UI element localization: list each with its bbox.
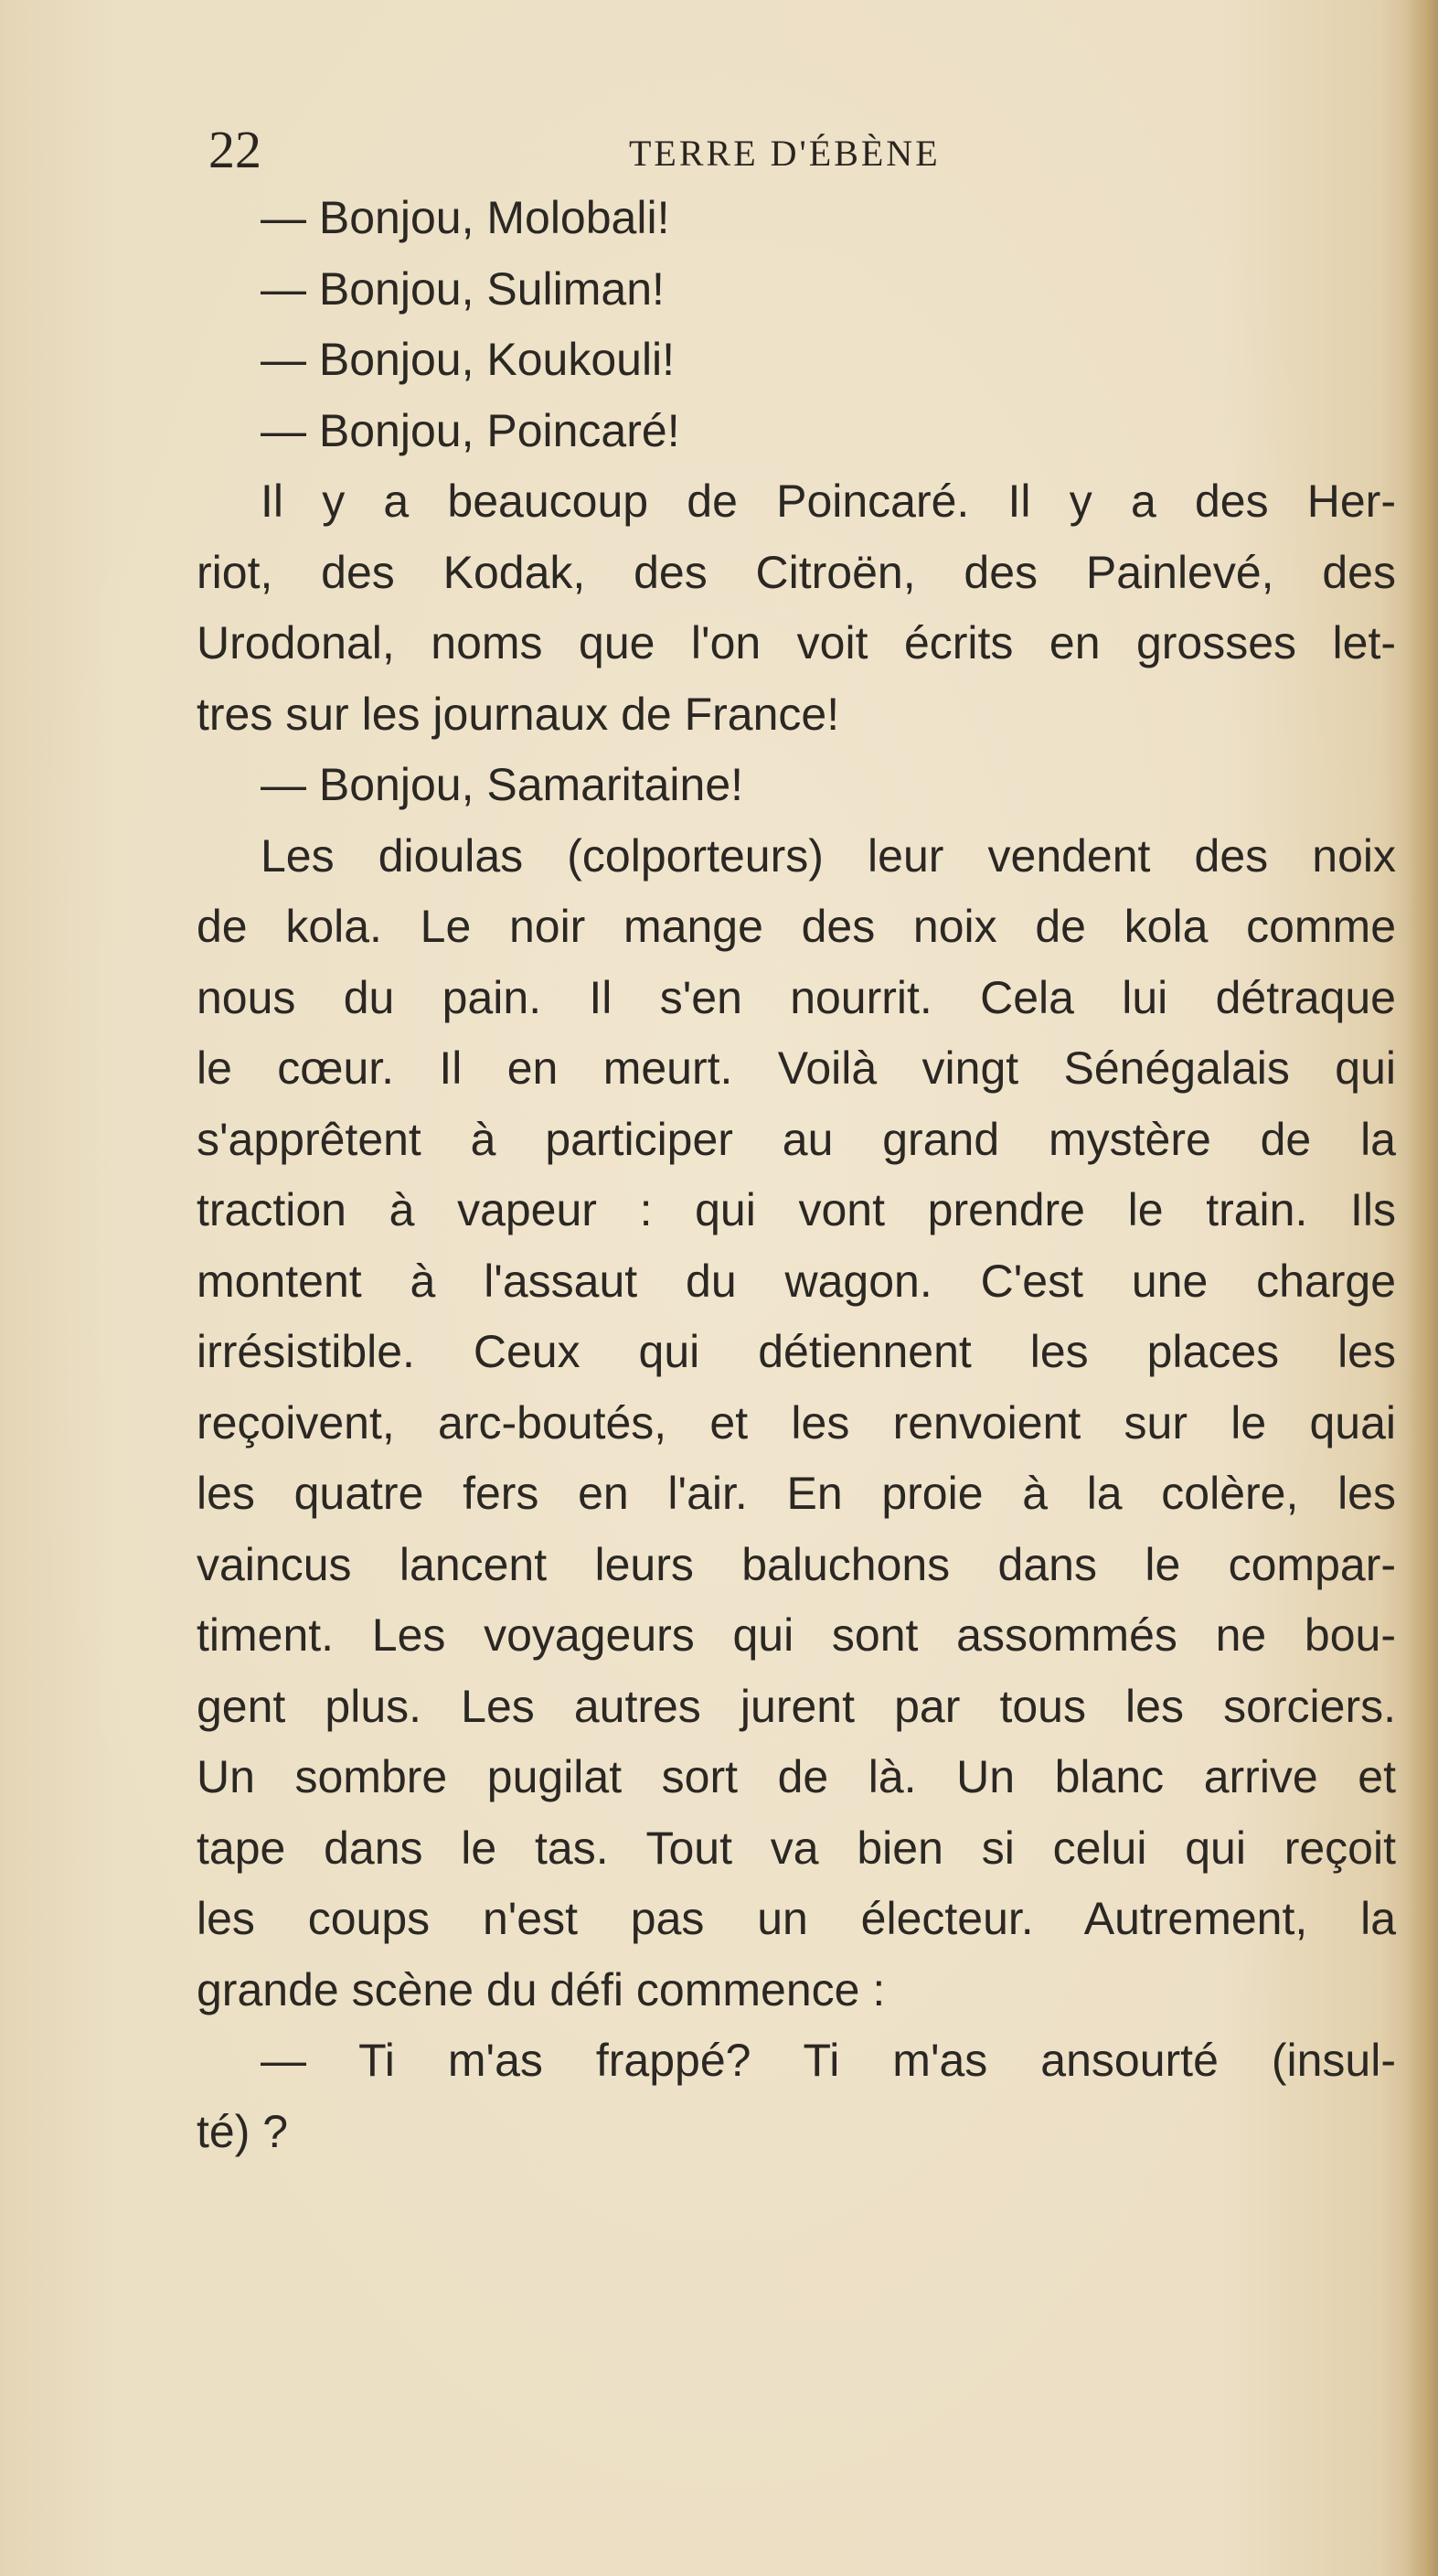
text-line: — Bonjou, Molobali!: [261, 192, 670, 243]
text-line: — Bonjou, Poincaré!: [261, 404, 680, 456]
text-line: tres sur les journaux de France!: [197, 688, 840, 740]
text-line: vaincus lancent leurs baluchons dans le compar-: [197, 1538, 1396, 1590]
text-line: — Bonjou, Koukouli!: [261, 334, 676, 385]
text-line: tape dans le tas. Tout va bien si celui qui reçoit: [197, 1822, 1396, 1874]
text-line: le cœur. Il en meurt. Voilà vingt Sénégalais qui: [197, 1042, 1396, 1094]
text-line: Les dioulas (colporteurs) leur vendent des noix: [261, 829, 1396, 882]
text-line: de kola. Le noir mange des noix de kola comme: [197, 901, 1396, 952]
text-line: traction à vapeur : qui vont prendre le train. Ils: [197, 1184, 1396, 1235]
text-line: les quatre fers en l'air. En proie à la colère, les: [197, 1468, 1396, 1519]
text-line: timent. Les voyageurs qui sont assommés ne bou-: [197, 1609, 1396, 1661]
text-line: Un sombre pugilat sort de là. Un blanc arrive et: [197, 1751, 1396, 1802]
text-line: — Bonjou, Samaritaine!: [261, 759, 744, 810]
text-line: montent à l'assaut du wagon. C'est une charge: [197, 1255, 1396, 1307]
page-header: [199, 117, 1388, 183]
text-line: les coups n'est pas un électeur. Autrement, la: [197, 1893, 1396, 1944]
text-line: riot, des Kodak, des Citroën, des Painlevé, des: [197, 546, 1396, 598]
text-line: irrésistible. Ceux qui détiennent les places les: [197, 1326, 1396, 1377]
text-line: — Bonjou, Suliman!: [261, 262, 665, 315]
text-line: reçoivent, arc-boutés, et les renvoient sur le quai: [197, 1396, 1396, 1448]
text-line: Il y a beaucoup de Poincaré. Il y a des Her-: [261, 476, 1396, 527]
page-number: 22: [208, 120, 261, 179]
text-line: nous du pain. Il s'en nourrit. Cela lui détraque: [197, 971, 1396, 1023]
text-line: s'apprêtent à participer au grand mystère de la: [197, 1113, 1396, 1165]
text-line: grande scène du défi commence :: [197, 1963, 886, 2015]
page-edge-shadow: [1407, 0, 1438, 2576]
running-title: TERRE D'ÉBÈNE: [629, 133, 941, 174]
text-line: Urodonal, noms que l'on voit écrits en grosses let-: [197, 617, 1396, 668]
text-line: té) ?: [197, 2105, 289, 2157]
text-line: gent plus. Les autres jurent par tous les sorciers.: [197, 1680, 1396, 1732]
text-line: — Ti m'as frappé? Ti m'as ansourté (insul-: [261, 2035, 1396, 2086]
body-text: [197, 183, 1396, 2167]
